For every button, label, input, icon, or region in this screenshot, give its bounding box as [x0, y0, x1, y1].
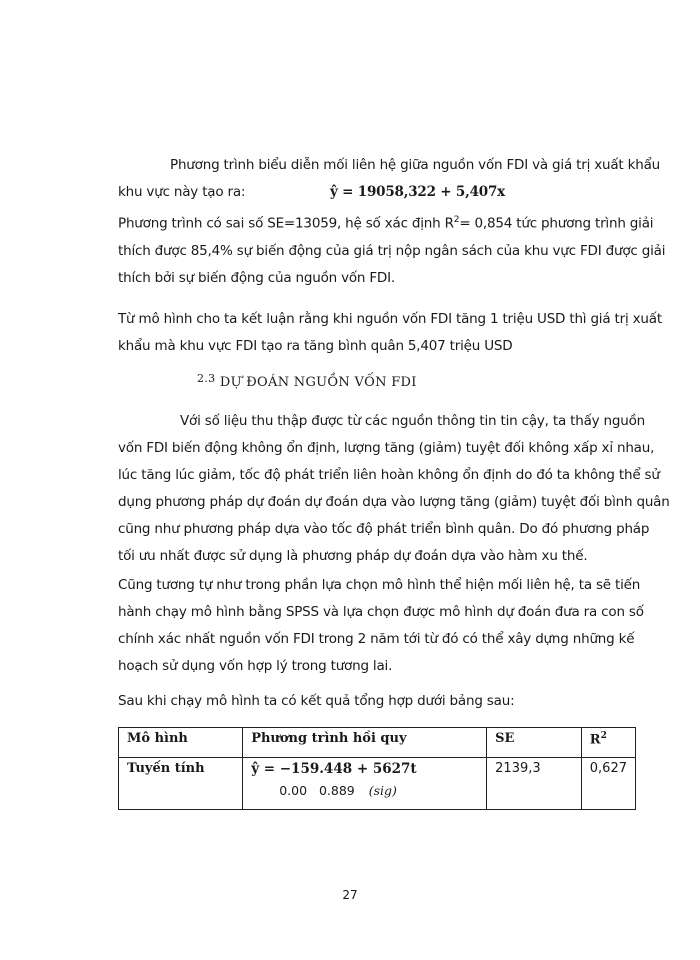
table-row — [119, 758, 636, 810]
text-line: Cũng tương tự như trong phần lựa chọn mô hình thể hiện mối liên hệ, ta sẽ tiến — [118, 577, 641, 593]
header-model: Mô hình — [119, 728, 243, 758]
regression-equation: ŷ = 19058,322 + 5,407x — [330, 184, 506, 200]
section-title: DỰ ĐOÁN NGUỒN VỐN FDI — [219, 375, 417, 390]
superscript: 2 — [453, 215, 460, 225]
text-line: Phương trình biểu diễn mối liên hệ giữa nguồn vốn FDI và giá trị xuất khẩu — [170, 157, 661, 173]
sig-row — [251, 783, 478, 798]
text-line: thích bởi sự biến động của nguồn vốn FDI. — [118, 269, 396, 286]
paragraph-table-intro — [118, 688, 638, 715]
results-table — [118, 727, 636, 810]
cell-se: 2139,3 — [487, 758, 582, 810]
text-line — [118, 207, 654, 238]
text-line: cũng như phương pháp dựa vào tốc độ phát triển bình quân. Do đó phương pháp — [118, 521, 650, 537]
section-heading — [197, 372, 417, 390]
cell-r2: 0,627 — [581, 758, 635, 810]
text-line-with-equation — [118, 179, 638, 206]
sig-label: (sig) — [368, 783, 397, 798]
cell-equation — [243, 758, 487, 810]
text-line: Sau khi chạy mô hình ta có kết quả tổng hợp dưới bảng sau: — [118, 693, 515, 709]
section-number: 2.3 — [197, 372, 216, 385]
text-line: Từ mô hình cho ta kết luận rằng khi nguồn vốn FDI tăng 1 triệu USD thì giá trị xuất — [118, 311, 662, 327]
text-line: hành chạy mô hình bằng SPSS và lựa chọn được mô hình dự đoán đưa ra con số — [118, 604, 644, 620]
text-fragment: Phương trình có sai số SE=13059, hệ số xác định R — [118, 215, 454, 232]
header-r2-sup: 2 — [600, 731, 607, 741]
sig-values: 0.00 0.889 — [279, 783, 355, 798]
paragraph-equation-intro — [118, 152, 661, 206]
paragraph-forecast-method — [118, 408, 670, 570]
text-line: vốn FDI biến động không ổn định, lượng tăng (giảm) tuyệt đối không xấp xỉ nhau, — [118, 440, 655, 456]
table-header-row — [119, 728, 636, 758]
trend-equation: ŷ = −159.448 + 5627t — [251, 761, 417, 777]
text-line: Với số liệu thu thập được từ các nguồn thông tin tin cậy, ta thấy nguồn — [180, 413, 646, 429]
page-number: 27 — [342, 888, 358, 902]
text-fragment: = 0,854 tức phương trình giải — [459, 215, 654, 232]
text-line: khu vực này tạo ra: — [118, 184, 246, 200]
text-line: dụng phương pháp dự đoán dự đoán dựa vào lượng tăng (giảm) tuyệt đối bình quân — [118, 494, 670, 510]
header-r2-base: R — [589, 732, 601, 748]
text-line: lúc tăng lúc giảm, tốc độ phát triển liên hoàn không ổn định do đó ta không thể sử — [118, 467, 660, 483]
text-line: tối ưu nhất được sử dụng là phương pháp dự đoán dựa vào hàm xu thế. — [118, 548, 588, 564]
cell-model: Tuyến tính — [119, 758, 243, 810]
text-line: hoạch sử dụng vốn hợp lý trong tương lai. — [118, 658, 393, 674]
header-r2 — [581, 728, 635, 758]
text-line: chính xác nhất nguồn vốn FDI trong 2 năm tới từ đó có thể xây dựng những kế — [118, 631, 635, 647]
paragraph-conclusion — [118, 306, 662, 360]
text-line: khẩu mà khu vực FDI tạo ra tăng bình quân 5,407 triệu USD — [118, 338, 513, 354]
text-line: thích được 85,4% sự biến động của giá trị nộp ngân sách của khu vực FDI được giải — [118, 242, 666, 259]
paragraph-spss — [118, 572, 644, 680]
paragraph-se-r2 — [118, 207, 666, 292]
header-equation: Phương trình hồi quy — [243, 728, 487, 758]
header-se: SE — [487, 728, 582, 758]
